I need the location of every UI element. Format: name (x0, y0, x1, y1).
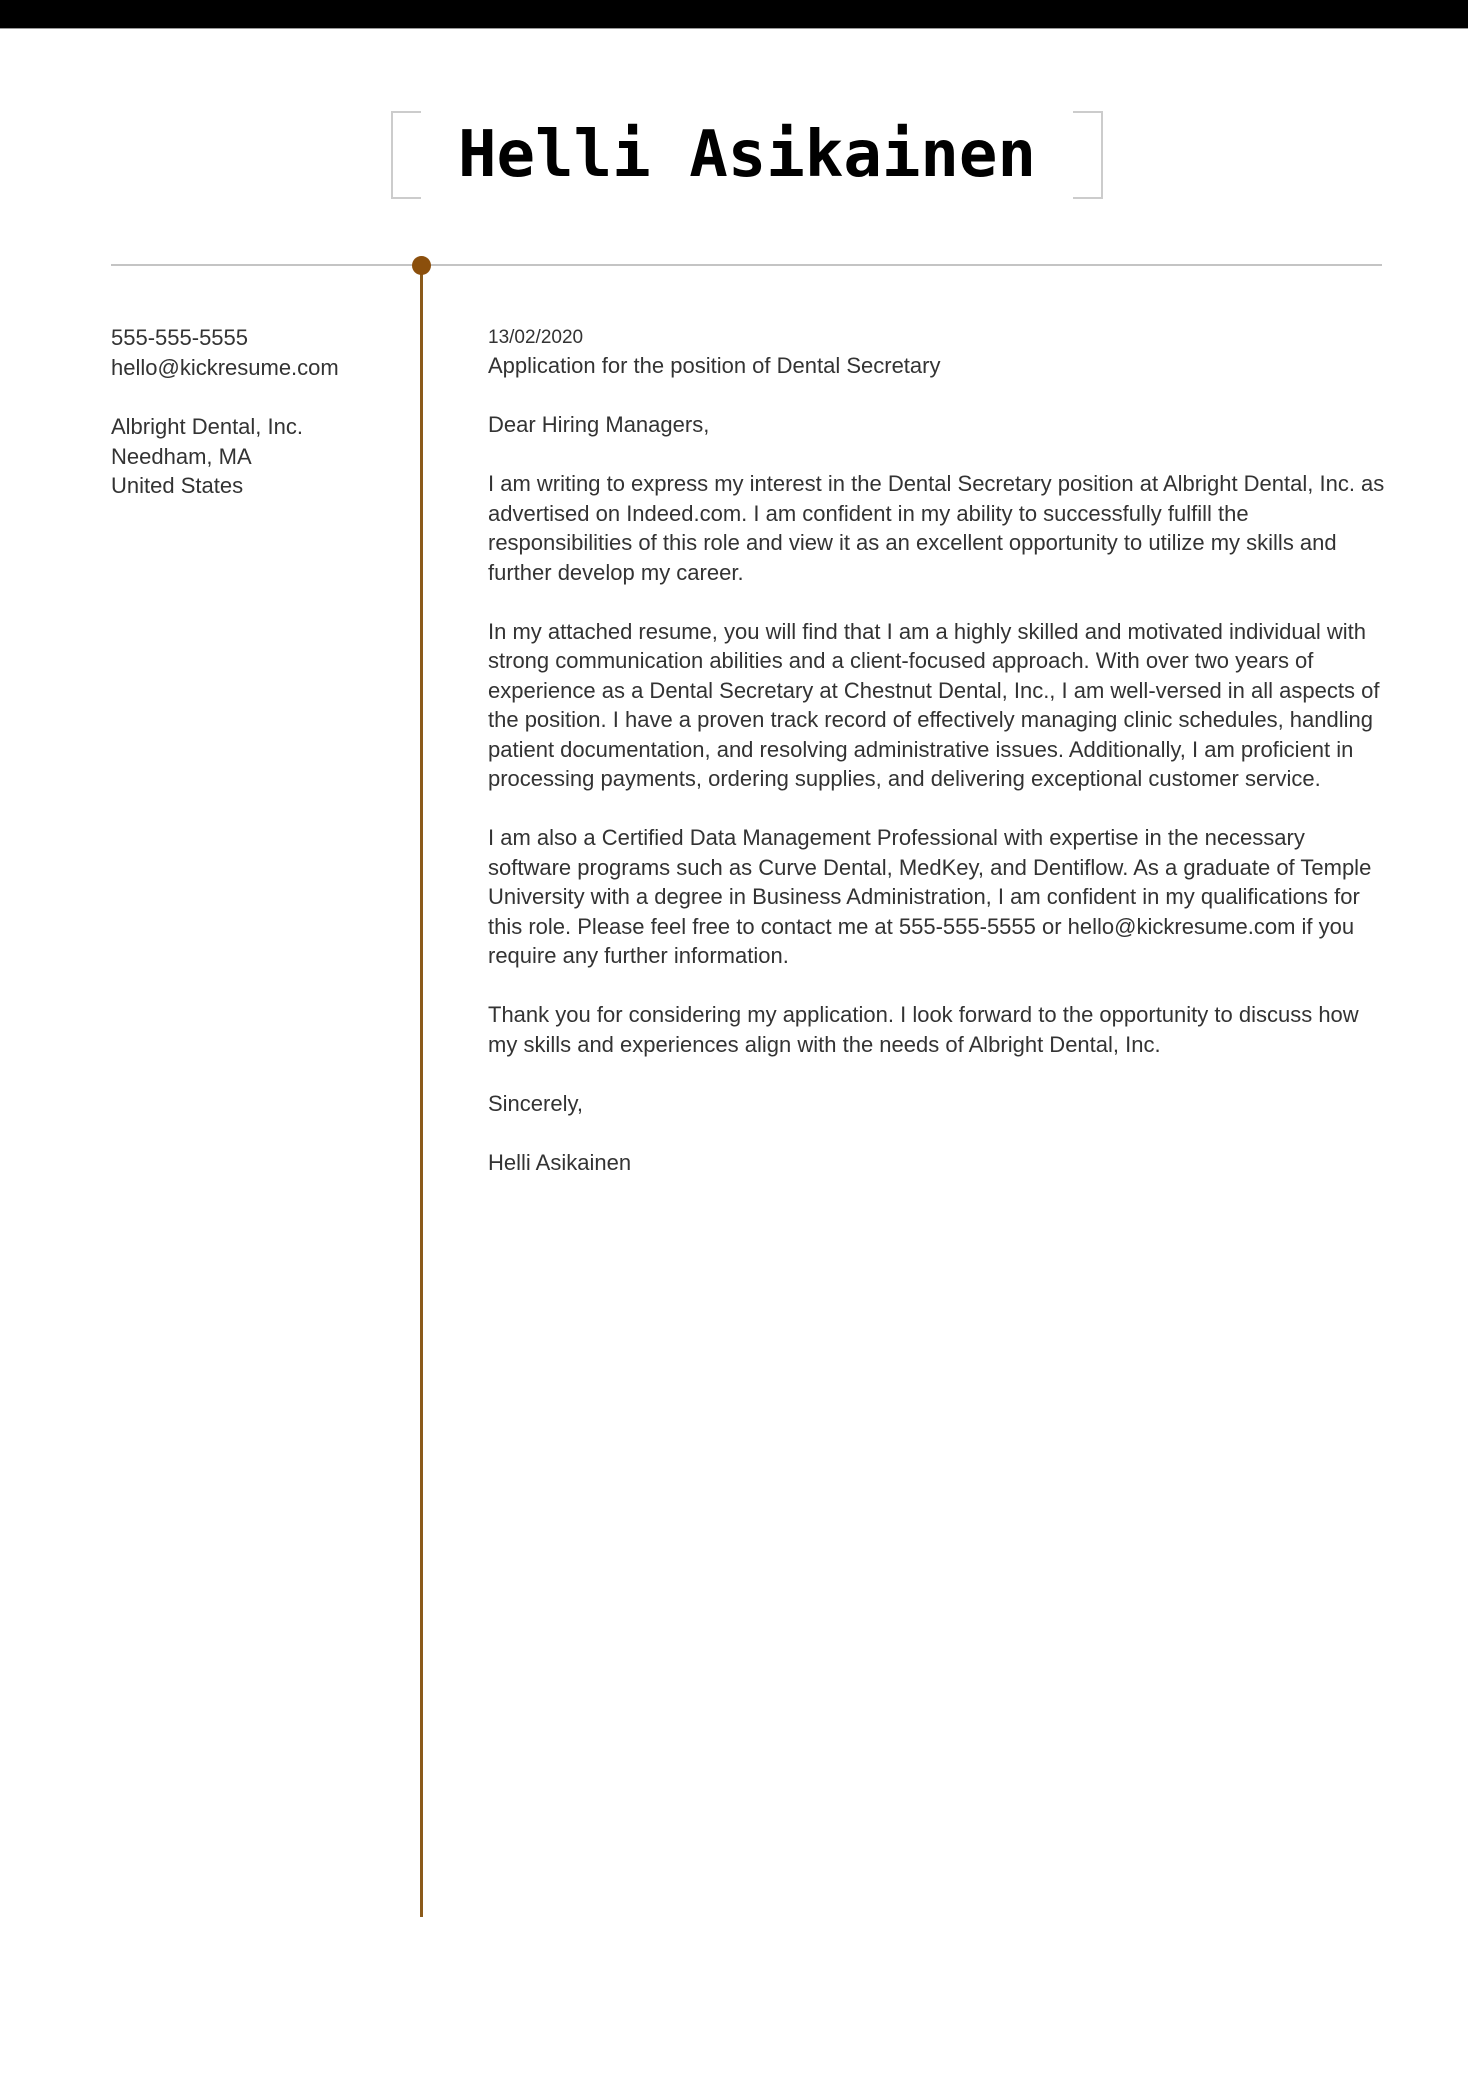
name-header (391, 111, 1103, 199)
recipient-address (111, 412, 401, 501)
horizontal-divider (111, 264, 1382, 266)
closing: Sincerely, (488, 1090, 583, 1116)
applicant-name: Helli Asikainen (458, 118, 1036, 192)
letter-subject: Application for the position of Dental Secretary (488, 353, 941, 378)
paragraph: I am also a Certified Data Management Professional with expertise in the necessary software programs such as Curve Dental, MedKey, and Dentiflow. As a graduate of Temple University with a degree in Business Administration, I am confident in my qualifications for this role. Please feel free to contact me at 555-555-5555 or hello@kickresume.com if you require any further information. (488, 825, 1372, 968)
sidebar (111, 323, 401, 531)
recipient-city: Needham, MA (111, 443, 252, 469)
timeline-dot-icon (412, 256, 431, 275)
letter-date: 13/02/2020 (488, 327, 584, 348)
paragraph: I am writing to express my interest in the Dental Secretary position at Albright Dental, Inc. as advertised on Indeed.com. I am confident in my ability to successfully fulfill the responsibilities of this role and view it as an excellent opportunity to utilize my skills and further develop my career. (488, 471, 1385, 585)
top-bar (0, 0, 1468, 29)
right-bracket-decoration (1073, 111, 1103, 199)
signature: Helli Asikainen (488, 1149, 632, 1175)
recipient-company: Albright Dental, Inc. (111, 414, 303, 439)
letter-body (488, 325, 1388, 1207)
vertical-divider (420, 265, 423, 1917)
phone-number: 555-555-5555 (111, 325, 249, 350)
email-address: hello@kickresume.com (111, 354, 339, 380)
paragraph: Thank you for considering my application. I look forward to the opportunity to discuss how my skills and experiences align with the needs of Albright Dental, Inc. (488, 1002, 1359, 1057)
paragraph: In my attached resume, you will find that I am a highly skilled and motivated individual with strong communication abilities and a client-focused approach. With over two years of experience as a Dental Secretary at Chestnut Dental, Inc., I am well-versed in all aspects of the position. I have a proven track record of effectively managing clinic schedules, handling patient documentation, and resolving administrative issues. Additionally, I am proficient in processing payments, ordering supplies, and delivering exceptional customer service. (488, 618, 1380, 791)
salutation: Dear Hiring Managers, (488, 412, 710, 437)
contact-info (111, 323, 401, 382)
recipient-country: United States (111, 473, 244, 498)
